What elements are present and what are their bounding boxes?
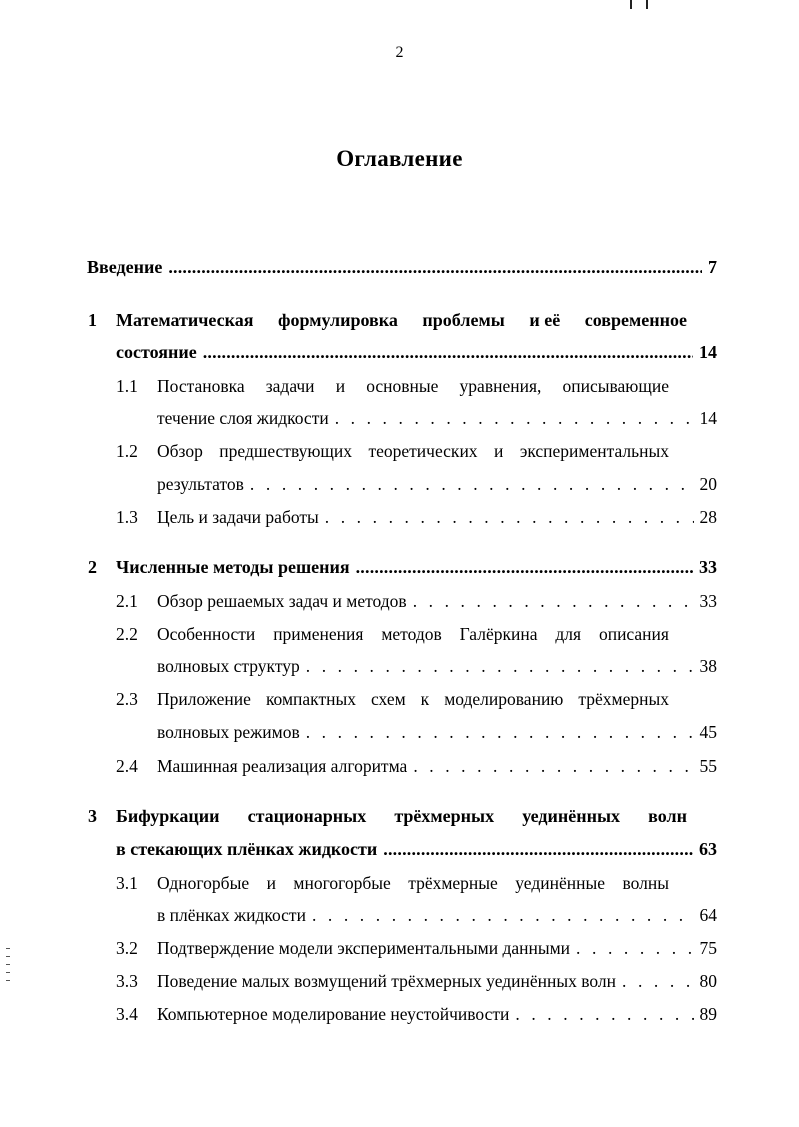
toc-leader-dots: [203, 342, 693, 363]
section-title-line: Приложение компактных схем к моделированию трёхмерных: [157, 689, 669, 709]
toc-entry-label: Компьютерное моделирование неустойчивости: [157, 1004, 510, 1024]
toc-entry-label: Обзор решаемых задач и методов: [157, 591, 407, 611]
section-number: 1.3: [116, 507, 138, 527]
section-number: 3.2: [116, 938, 138, 958]
toc-entry-section-2-1[interactable]: [157, 591, 717, 612]
toc-entry-page: 33: [699, 591, 717, 611]
section-number: 3.3: [116, 971, 138, 991]
toc-entry-page: 45: [699, 722, 717, 742]
section-number: 1.1: [116, 376, 138, 396]
toc-entry-label: в плёнках жидкости: [157, 905, 306, 925]
toc-entry-section-1-2[interactable]: [157, 474, 717, 495]
section-number: 1.2: [116, 441, 138, 461]
toc-entry-page: 28: [699, 507, 717, 527]
toc-entry-page: 64: [699, 905, 717, 925]
section-number: 3.4: [116, 1004, 138, 1024]
page-title: Оглавление: [336, 146, 463, 171]
section-number: 2.2: [116, 624, 138, 644]
section-title-line: Постановка задачи и основные уравнения, описывающие: [157, 376, 669, 396]
section-number: 2.3: [116, 689, 138, 709]
toc-entry-page: 38: [699, 656, 717, 676]
toc-entry-label: Цель и задачи работы: [157, 507, 319, 527]
toc-entry-label: Машинная реализация алгоритма: [157, 756, 408, 776]
toc-entry-page: 55: [699, 756, 717, 776]
toc-entry-section-3-2[interactable]: [157, 938, 717, 959]
page-number: 2: [395, 44, 404, 61]
toc-leader-dots: [168, 257, 702, 278]
toc-entry-label: Подтверждение модели экспериментальными данными: [157, 938, 571, 958]
toc-leader-dots: [325, 507, 694, 528]
section-number: 2.4: [116, 756, 138, 776]
toc-entry-chapter-2[interactable]: [116, 557, 717, 578]
chapter-title-line: Бифуркации стационарных трёхмерных уединённых волн: [116, 806, 687, 826]
toc-leader-dots: [383, 839, 693, 860]
toc-entry-section-3-4[interactable]: [157, 1004, 717, 1025]
toc-entry-page: 7: [708, 257, 717, 277]
toc-leader-dots: [250, 474, 694, 495]
toc-entry-section-3-1[interactable]: [157, 905, 717, 926]
toc-leader-dots: [312, 905, 694, 926]
section-title-line: Особенности применения методов Галёркина для описания: [157, 624, 669, 644]
toc-leader-dots: [515, 1004, 693, 1025]
toc-leader-dots: [306, 722, 694, 743]
chapter-number: 2: [88, 557, 97, 577]
toc-entry-page: 14: [699, 408, 717, 428]
toc-entry-label: Поведение малых возмущений трёхмерных уединённых волн: [157, 971, 617, 991]
toc-leader-dots: [622, 971, 693, 992]
toc-leader-dots: [413, 591, 694, 612]
chapter-title-line: Математическая формулировка проблемы и её современное: [116, 310, 687, 330]
toc-entry-page: 63: [699, 839, 717, 859]
toc-entry-label: течение слоя жидкости: [157, 408, 329, 428]
chapter-number: 3: [88, 806, 97, 826]
toc-entry-label: волновых режимов: [157, 722, 300, 742]
toc-entry-section-2-4[interactable]: [157, 756, 717, 777]
toc-leader-dots: [576, 938, 693, 959]
toc-entry-section-1-3[interactable]: [157, 507, 717, 528]
toc-entry-section-2-3[interactable]: [157, 722, 717, 743]
section-title-line: Обзор предшествующих теоретических и экспериментальных: [157, 441, 669, 461]
toc-leader-dots: [306, 656, 694, 677]
toc-entry-page: 14: [699, 342, 717, 362]
toc-entry-section-3-3[interactable]: [157, 971, 717, 992]
toc-entry-label: Численные методы решения: [116, 557, 350, 577]
toc-leader-dots: [356, 557, 693, 578]
toc-entry-chapter-3[interactable]: [116, 839, 717, 860]
toc-entry-label: в стекающих плёнках жидкости: [116, 839, 378, 859]
section-title-line: Одногорбые и многогорбые трёхмерные уединённые волны: [157, 873, 669, 893]
toc-entry-page: 75: [699, 938, 717, 958]
toc-entry-label: волновых структур: [157, 656, 300, 676]
toc-entry-page: 33: [699, 557, 717, 577]
section-number: 3.1: [116, 873, 138, 893]
toc-leader-dots: [413, 756, 693, 777]
toc-entry-label: Введение: [87, 257, 163, 277]
toc-entry-page: 20: [699, 474, 717, 494]
toc-entry-chapter-1[interactable]: [116, 342, 717, 363]
toc-entry-intro[interactable]: [87, 257, 717, 278]
toc-entry-section-1-1[interactable]: [157, 408, 717, 429]
toc-entry-label: состояние: [116, 342, 197, 362]
section-number: 2.1: [116, 591, 138, 611]
toc-leader-dots: [335, 408, 694, 429]
toc-entry-page: 80: [699, 971, 717, 991]
toc-entry-section-2-2[interactable]: [157, 656, 717, 677]
toc-entry-page: 89: [699, 1004, 717, 1024]
chapter-number: 1: [88, 310, 97, 330]
toc-entry-label: результатов: [157, 474, 244, 494]
